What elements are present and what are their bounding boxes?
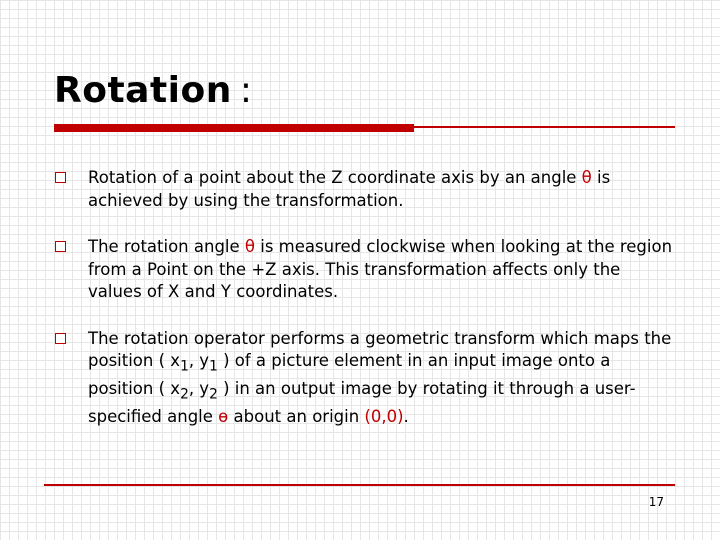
bullet-item [55, 328, 675, 429]
bullet-item [55, 167, 675, 212]
title-underline-line [414, 126, 675, 128]
page-number: 17 [648, 495, 664, 509]
subscript: 1 [180, 358, 189, 375]
bullet-text-part: ) in an output image by rotating it through a user-specified angle [88, 378, 636, 426]
theta-symbol: ɵ [218, 406, 229, 426]
theta-symbol: θ [581, 168, 592, 187]
bullet-text-part: ) of a picture element in an input image onto a position ( x [88, 351, 611, 398]
bullet-list [55, 167, 675, 452]
square-bullet-icon [55, 172, 66, 183]
slide-title-colon: : [239, 70, 253, 111]
bullet-text-part: The rotation angle [88, 237, 245, 256]
theta-symbol: θ [244, 237, 256, 256]
title-underline-bar [54, 124, 414, 132]
footer-divider [44, 484, 675, 486]
bullet-text-part: about an origin [228, 406, 365, 426]
square-bullet-icon [55, 241, 66, 252]
bullet-text-part: , y [188, 351, 210, 370]
slide-title [54, 70, 253, 111]
bullet-text-part: Rotation of a point about the Z coordinate axis by an angle [88, 168, 582, 187]
bullet-text [88, 168, 610, 210]
subscript: 2 [180, 386, 189, 403]
bullet-text-part: , y [188, 378, 210, 398]
bullet-text-part: is achieved by using the transformation. [88, 168, 611, 210]
subscript: 1 [209, 358, 218, 375]
square-bullet-icon [55, 333, 66, 344]
slide-title-text: Rotation [54, 70, 232, 111]
bullet-text-part: The rotation operator performs a geometric transform which maps the position ( x [88, 328, 672, 370]
bullet-text-part: is measured clockwise when looking at the region from a Point on the +Z axis. This transformation affects only the values of X and Y coordinates. [88, 237, 673, 301]
bullet-text-part: . [403, 406, 409, 426]
subscript: 2 [209, 386, 218, 403]
bullet-item [55, 236, 675, 304]
origin-coordinates: (0,0) [364, 406, 404, 426]
bullet-text [88, 329, 671, 426]
bullet-text [88, 237, 672, 301]
